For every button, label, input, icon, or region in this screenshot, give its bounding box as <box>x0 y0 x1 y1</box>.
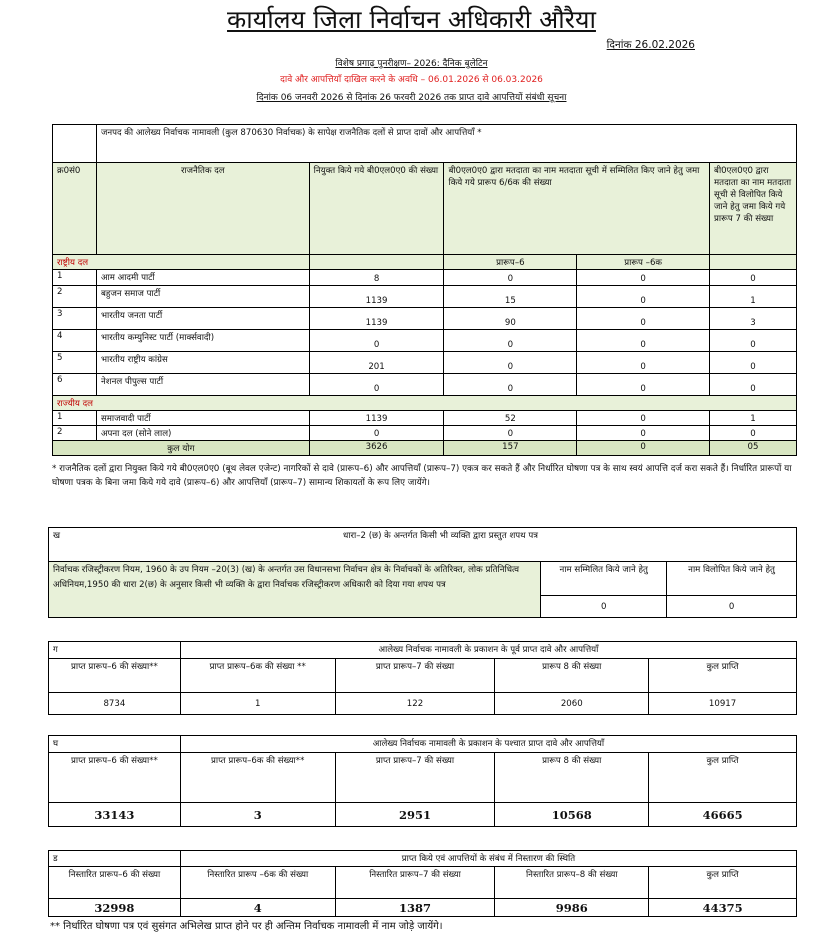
da-value: 44375 <box>649 899 797 917</box>
party-row <box>53 352 797 374</box>
da-col-header: निस्तारित प्रारूप–8 की संख्या <box>495 867 649 899</box>
party-bla: 1139 <box>309 308 444 330</box>
gha-value: 46665 <box>649 803 797 827</box>
party-row <box>53 286 797 308</box>
party-form6: 15 <box>444 286 577 308</box>
da-col-header: कुल प्राप्ति <box>649 867 797 899</box>
party-form6a: 0 <box>577 330 710 352</box>
party-sn: 6 <box>53 374 97 396</box>
ga-value: 10917 <box>649 693 797 715</box>
party-name: भारतीय कम्युनिस्ट पार्टी (मार्क्सवादी) <box>96 330 309 352</box>
party-row <box>53 308 797 330</box>
disposal-status-table <box>48 850 797 917</box>
ga-value: 122 <box>335 693 495 715</box>
state-parties-label: राज्यीय दल <box>53 396 797 411</box>
party-bla: 0 <box>309 374 444 396</box>
party-name: बहुजन समाज पार्टी <box>96 286 309 308</box>
da-value: 1387 <box>335 899 495 917</box>
section-da-label: ड <box>49 851 181 867</box>
total-bla: 3626 <box>309 441 444 456</box>
ga-value: 1 <box>180 693 335 715</box>
party-bla: 1139 <box>309 286 444 308</box>
name-add-value: 0 <box>541 596 667 618</box>
party-bla: 0 <box>309 426 444 441</box>
section-gha-label: घ <box>49 736 181 753</box>
col-name-add: नाम सम्मिलित किये जाने हेतु <box>541 562 667 596</box>
party-sn: 2 <box>53 426 97 441</box>
gha-col-header: प्रारूप 8 की संख्या <box>495 753 649 803</box>
ga-col-header: प्रारूप 8 की संख्या <box>495 659 649 693</box>
col-form6: बी0एल0ए0 द्वारा मतदाता का नाम मतदाता सूची में सम्मिलित किए जाने हेतु जमा किये गये प्रारूप 6/6क की संख्या <box>444 163 710 255</box>
gha-value: 10568 <box>495 803 649 827</box>
party-form6: 52 <box>444 411 577 426</box>
gha-col-header: कुल प्राप्ति <box>649 753 797 803</box>
affidavit-table <box>48 527 797 618</box>
total-label: कुल योग <box>53 441 310 456</box>
party-name: समाजवादी पार्टी <box>96 411 309 426</box>
party-bla: 0 <box>309 330 444 352</box>
party-form7: 3 <box>710 308 797 330</box>
pre-publication-table <box>48 641 797 715</box>
ga-col-header: कुल प्राप्ति <box>649 659 797 693</box>
party-name: भारतीय जनता पार्टी <box>96 308 309 330</box>
section-gha-heading: आलेख्य निर्वाचक नामावली के प्रकाशन के पश्चात प्राप्त दावे और आपत्तियाँ <box>180 736 796 753</box>
party-form7: 0 <box>710 426 797 441</box>
col-party: राजनैतिक दल <box>96 163 309 255</box>
party-sn: 2 <box>53 286 97 308</box>
gha-col-header: प्राप्त प्रारूप–6क की संख्या** <box>180 753 335 803</box>
sub-form6: प्रारूप–6 <box>444 255 577 270</box>
party-sn: 1 <box>53 411 97 426</box>
total-form6: 157 <box>444 441 577 456</box>
national-parties-label: राष्ट्रीय दल <box>53 255 310 270</box>
party-sn: 4 <box>53 330 97 352</box>
party-form6: 0 <box>444 270 577 286</box>
party-name: नेशनल पीपुल्स पार्टी <box>96 374 309 396</box>
da-col-header: निस्तारित प्रारूप –6क की संख्या <box>180 867 335 899</box>
party-form6a: 0 <box>577 286 710 308</box>
col-form7: बी0एल0ए0 द्वारा मतदाता का नाम मतदाता सूची से विलोपित किये जाने हेतु जमा किये गये प्रारूप 7 की संख्या <box>710 163 797 255</box>
gha-value: 2951 <box>335 803 495 827</box>
gha-col-header: प्राप्त प्रारूप–6 की संख्या** <box>49 753 181 803</box>
party-form7: 0 <box>710 374 797 396</box>
party-name: भारतीय राष्ट्रीय कांग्रेस <box>96 352 309 374</box>
sub-form6a: प्रारूप –6क <box>577 255 710 270</box>
party-form6a: 0 <box>577 270 710 286</box>
da-value: 32998 <box>49 899 181 917</box>
ga-col-header: प्राप्त प्रारूप–6 की संख्या** <box>49 659 181 693</box>
party-form7: 0 <box>710 270 797 286</box>
party-form7: 1 <box>710 411 797 426</box>
party-name: आम आदमी पार्टी <box>96 270 309 286</box>
party-form6a: 0 <box>577 308 710 330</box>
party-row <box>53 411 797 426</box>
party-bla: 8 <box>309 270 444 286</box>
section-ga-label: ग <box>49 642 181 659</box>
total-form6a: 0 <box>577 441 710 456</box>
da-col-header: निस्तारित प्रारूप–7 की संख्या <box>335 867 495 899</box>
claims-period: दावे और आपत्तियाँ दाखिल करने के अवधि – 06.01.2026 से 06.03.2026 <box>280 75 543 85</box>
party-form6: 0 <box>444 374 577 396</box>
party-form6a: 0 <box>577 352 710 374</box>
da-value: 4 <box>180 899 335 917</box>
da-value: 9986 <box>495 899 649 917</box>
da-col-header: निस्तारित प्रारूप–6 की संख्या <box>49 867 181 899</box>
ga-col-header: प्राप्त प्रारूप–6क की संख्या ** <box>180 659 335 693</box>
ga-col-header: प्राप्त प्रारूप–7 की संख्या <box>335 659 495 693</box>
party-claims-table <box>52 124 797 456</box>
section-da-heading: प्राप्त किये एवं आपत्तियों के संबंध में निस्तारण की स्थिति <box>180 851 796 867</box>
party-form6: 0 <box>444 352 577 374</box>
party-form6: 0 <box>444 426 577 441</box>
party-bla: 201 <box>309 352 444 374</box>
party-form7: 1 <box>710 286 797 308</box>
party-form6a: 0 <box>577 374 710 396</box>
party-name: अपना दल (सोने लाल) <box>96 426 309 441</box>
bulletin-date: दिनांक 26.02.2026 <box>606 39 695 51</box>
bottom-note: ** निर्धारित घोषणा पत्र एवं सुसंगत अभिलेख प्राप्त होने पर ही अन्तिम निर्वाचक नामावली में नाम जोड़े जायेंगे। <box>50 921 443 932</box>
party-sn: 5 <box>53 352 97 374</box>
total-form7: 05 <box>710 441 797 456</box>
page-title: कार्यालय जिला निर्वाचन अधिकारी औरैया <box>227 5 596 34</box>
party-form7: 0 <box>710 330 797 352</box>
section-kha-label: ख <box>53 531 61 541</box>
party-row <box>53 374 797 396</box>
section-kha-heading: धारा–2 (छ) के अन्तर्गत किसी भी व्यक्ति द्वारा प्रस्तुत शपथ पत्र <box>342 531 539 541</box>
info-line: दिनांक 06 जनवरी 2026 से दिनांक 26 फरवरी 2026 तक प्राप्त दावे आपत्तियों संबंधी सूचना <box>256 93 567 103</box>
affidavit-description: निर्वाचक रजिस्ट्रीकरण नियम, 1960 के उप नियम –20(3) (ख) के अन्तर्गत उस विधानसभा निर्वाचन क्षेत्र के निर्वाचकों के अतिरिक्त, लोक प्रतिनिधित्व अधिनियम,1950 की धारा 2(छ) के अनुसार किसी भी व्यक्ति के द्वारा निर्वाचक रजिस्ट्रीकरण अधिकारी को दिया गया शपथ पत्र <box>49 562 541 618</box>
gha-value: 33143 <box>49 803 181 827</box>
gha-value: 3 <box>180 803 335 827</box>
section-ga-heading: आलेख्य निर्वाचक नामावली के प्रकाशन के पूर्व प्राप्त दावे और आपत्तियाँ <box>180 642 796 659</box>
col-name-delete: नाम विलोपित किये जाने हेतु <box>667 562 797 596</box>
party-form6a: 0 <box>577 426 710 441</box>
col-sn: क्र0सं0 <box>53 163 97 255</box>
col-bla: नियुक्त किये गये बी0एल0ए0 की संख्या <box>309 163 444 255</box>
party-form6: 0 <box>444 330 577 352</box>
section1-heading: जनपद की आलेख्य निर्वाचक नामावली (कुल 870630 निर्वाचक) के सापेक्ष राजनैतिक दलों से प्राप्त दावों और आपत्तियाँ * <box>96 125 796 163</box>
gha-col-header: प्राप्त प्रारूप–7 की संख्या <box>335 753 495 803</box>
party-form6a: 0 <box>577 411 710 426</box>
party-row <box>53 330 797 352</box>
party-sn: 3 <box>53 308 97 330</box>
ga-value: 8734 <box>49 693 181 715</box>
party-form7: 0 <box>710 352 797 374</box>
bulletin-subtitle: विशेष प्रगाढ़ पुनरीक्षण– 2026: दैनिक बुलेटिन <box>335 59 488 69</box>
party-sn: 1 <box>53 270 97 286</box>
party-footnote: * राजनैतिक दलों द्वारा नियुक्त किये गये बी0एल0ए0 (बूथ लेवल एजेन्ट) नागरिकों से दावे (प्रारूप–6) और आपत्तियाँ (प्रारूप–7) एकत्र कर सकते हैं और निर्धारित घोषणा पत्र के साथ स्वयं आपत्ति दर्ज करा सकते हैं। निर्धारित प्रारूपों या घोषणा पत्रक के बिना जमा किये गये दावे (प्रारूप–6) और आपत्तियाँ (प्रारूप–7) सामान्य शिकायतों के रूप लिए जायेंगे। <box>52 464 792 488</box>
ga-value: 2060 <box>495 693 649 715</box>
party-form6: 90 <box>444 308 577 330</box>
name-delete-value: 0 <box>667 596 797 618</box>
post-publication-table <box>48 735 797 827</box>
party-row <box>53 270 797 286</box>
party-row <box>53 426 797 441</box>
party-bla: 1139 <box>309 411 444 426</box>
